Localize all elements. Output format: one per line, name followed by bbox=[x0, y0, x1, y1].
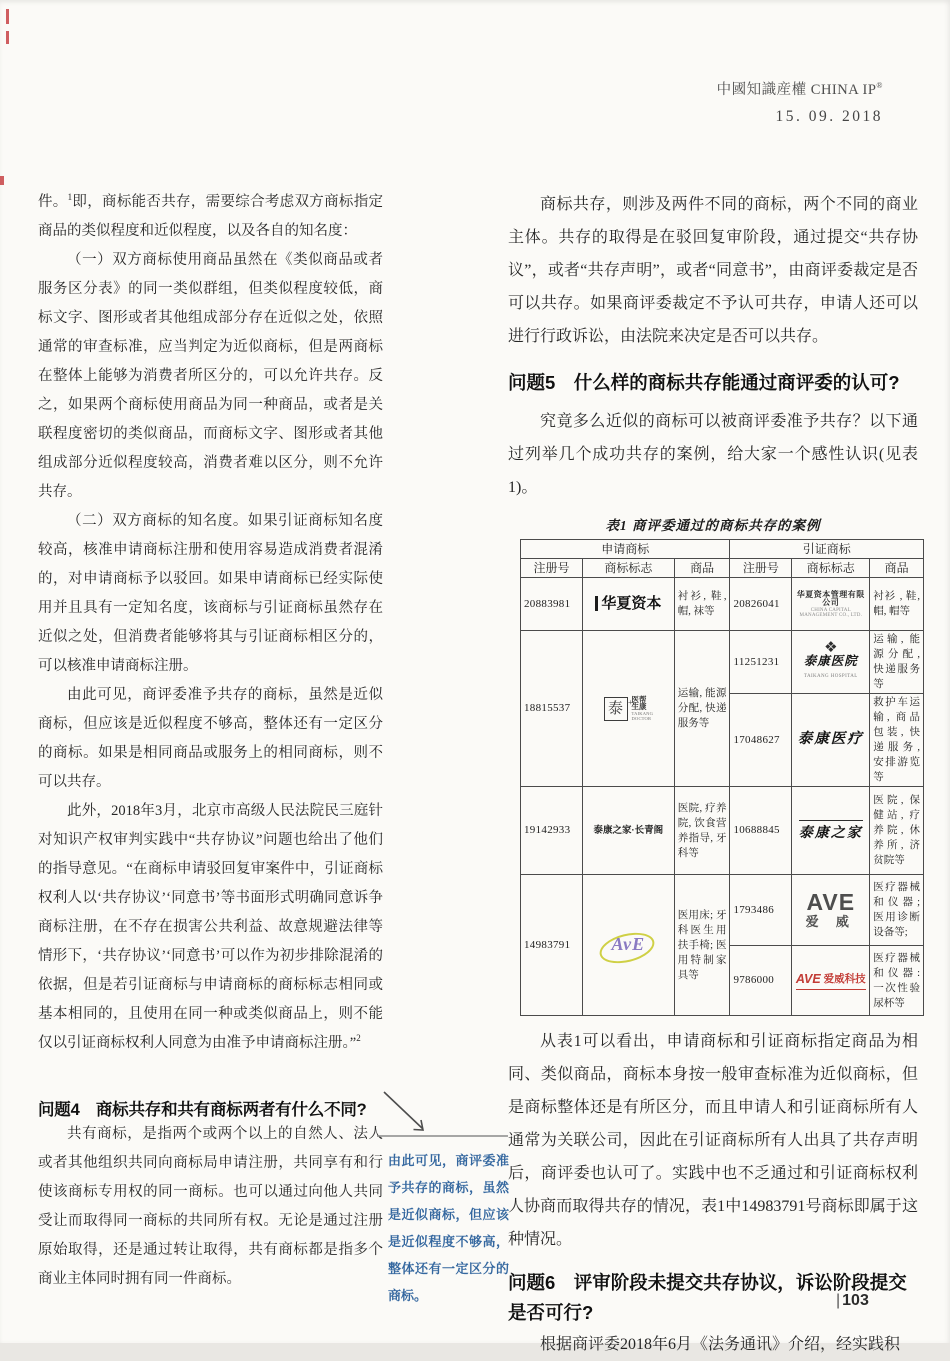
seal-char: 泰 bbox=[608, 700, 624, 717]
magazine-title bbox=[717, 78, 883, 99]
goods-cell: 医院, 保健站, 疗养院, 休养所, 济贫院等 bbox=[870, 787, 924, 875]
reg-no-cell: 17048627 bbox=[730, 694, 792, 787]
logo-text: AvE bbox=[611, 934, 646, 954]
mark-cell bbox=[792, 875, 870, 946]
mark-cell bbox=[792, 787, 870, 875]
registered-mark: ® bbox=[876, 81, 883, 91]
page-number-bar: | bbox=[836, 1292, 841, 1309]
paragraph-text: 此外，2018年3月，北京市高级人民法院民三庭针对知识产权审判实践中“共存协议”问题也给出了他们的指导意见。“在商标申请驳回复审案件中，引证商标权利人以‘共存协议’‘同意书’等书面形式明确同意诉争商标注册，在不存在损害公共利益、故意规避法律等情形下，‘共存协议’‘同意书’可以作为初步排除混淆的依据，但是若引证商标与申请商标的商标标志相同或基本相同的，且使用在同一种或类似商品上，则不能仅以引证商标权利人同意为由准予申请商标注册。” bbox=[38, 803, 383, 1051]
reg-no-cell: 10688845 bbox=[730, 787, 792, 875]
table-row bbox=[521, 631, 924, 694]
header-applied-mark: 申请商标 bbox=[521, 540, 730, 559]
header-goods: 商品 bbox=[674, 559, 730, 578]
ave-tech-logo bbox=[796, 972, 866, 990]
logo-text: AVE bbox=[795, 971, 821, 986]
paragraph bbox=[38, 188, 383, 246]
reg-no-cell: 1793486 bbox=[730, 875, 792, 946]
reg-no-cell: 18815537 bbox=[521, 631, 583, 787]
article-column-right bbox=[508, 188, 918, 1361]
header-reg-no: 注册号 bbox=[521, 559, 583, 578]
table-column-header-row bbox=[521, 559, 924, 578]
question6-heading: 问题6 评审阶段未提交共存协议，诉讼阶段提交是否可行? bbox=[508, 1272, 907, 1323]
logo-line: TAIKANG bbox=[631, 710, 654, 716]
table-row bbox=[521, 578, 924, 631]
logo-en-text: CHINA CAPITAL MANAGEMENT CO., LTD. bbox=[799, 607, 863, 618]
reg-no-cell: 20883981 bbox=[521, 578, 583, 631]
paragraph: 商标共存，则涉及两件不同的商标，两个不同的商业主体。共存的取得是在驳回复审阶段，通过提交“共存协议”，或者“共存声明”，或者“同意书”，由商评委裁定是否可以共存。如果商评委裁定不予认可共存，申请人还可以进行行政诉讼，由法院来决定是否可以共存。 bbox=[508, 196, 918, 345]
trademark-coexistence-table bbox=[520, 539, 924, 1016]
paragraph-text: 即，商标能否共存，需要综合考虑双方商标指定商品的类似程度和近似程度，以及各自的知名度： bbox=[38, 194, 383, 239]
mark-cell bbox=[792, 631, 870, 694]
taikang-hospital-logo bbox=[795, 640, 866, 684]
logo-text: AVE bbox=[806, 889, 856, 915]
diamond-icon: ❖ bbox=[824, 638, 838, 656]
goods-cell: 衬衫, 鞋, 帽, 袜等 bbox=[674, 578, 730, 631]
taikang-doctor-logo bbox=[586, 696, 671, 722]
taikang-home-changqing-logo: 泰康之家·长青阁 bbox=[593, 825, 664, 836]
paragraph bbox=[38, 797, 383, 1058]
huaxia-capital-logo: 华夏资本 bbox=[595, 596, 661, 611]
goods-cell: 医用床; 牙科医生用扶手椅; 医用特制家具等 bbox=[674, 875, 730, 1016]
header-goods: 商品 bbox=[870, 559, 924, 578]
taikang-medical-logo: 泰康医疗 bbox=[797, 731, 864, 747]
reg-no-cell: 14983791 bbox=[521, 875, 583, 1016]
paragraph: （二）双方商标的知名度。如果引证商标知名度较高，核准申请商标注册和使用容易造成消费者混淆的，对申请商标予以驳回。如果申请商标已经实际使用并且具有一定知名度，该商标与引证商标虽然存在近似之处，但消费者能够将其与引证商标相区分的，可以核准申请商标注册。 bbox=[38, 513, 383, 674]
logo-text-block bbox=[632, 696, 654, 722]
plus-mark: + bbox=[628, 697, 633, 707]
paragraph: 究竟多么近似的商标可以被商评委准予共存？以下通过列举几个成功共存的案例，给大家一个感性认识(见表1)。 bbox=[508, 413, 918, 496]
header-mark: 商标标志 bbox=[582, 559, 674, 578]
table-group-header-row bbox=[521, 540, 924, 559]
logo-cn-text: 爱 威 bbox=[805, 914, 856, 929]
scan-mark bbox=[0, 176, 4, 185]
goods-cell: 运输, 能源分配, 快递服务等 bbox=[870, 631, 924, 694]
logo-line: DOCTOR bbox=[631, 716, 652, 721]
paragraph: 由此可见，商评委准予共存的商标，虽然是近似商标，但应该是近似程度不够高，整体还有一定区分的商标。如果是相同商品或服务上的相同商标，则不可以共存。 bbox=[38, 687, 383, 790]
paragraph-text: 件。 bbox=[38, 194, 68, 210]
masthead bbox=[717, 78, 883, 126]
paragraph: 从表1可以看出，申请商标和引证商标指定商品为相同、类似商品，商标本身按一般审查标准为近似商标，但是商标整体还是有所区分，而且申请人和引证商标所有人通常为关联公司，因此在引证商标所有人出具了共存声明后，商评委也认可了。实践中也不乏通过和引证商标权利人协商而取得共存的情况，表1中14983791号商标即属于这种情况。 bbox=[508, 1033, 918, 1248]
reg-no-cell: 9786000 bbox=[730, 946, 792, 1016]
table-row bbox=[521, 875, 924, 946]
logo-line: 医帮 bbox=[631, 694, 647, 704]
huaxia-capital-co-logo bbox=[795, 591, 866, 618]
goods-cell: 医疗器械和仪器; 医用诊断设备等; bbox=[870, 875, 924, 946]
callout-pullquote bbox=[388, 1090, 509, 1309]
paragraph: 共有商标，是指两个或两个以上的自然人、法人或者其他组织共同向商标局申请注册，共同享有和行使该商标专用权的同一商标。也可以通过向他人共同受让而取得同一商标的共同所有权。无论是通过注册原始取得，还是通过转让取得，共有商标都是指多个商业主体同时拥有同一件商标。 bbox=[38, 1126, 383, 1287]
mark-cell bbox=[792, 694, 870, 787]
paragraph: （一）双方商标使用商品虽然在《类似商品或者服务区分表》的同一类似群组，但类似程度较低，商标文字、图形或者其他组成部分存在近似之处，依照通常的审查标准，应当判定为近似商标，但是两商标在整体上能够为消费者所区分的，可以允许共存。反之，如果两个商标使用商品为同一种商品，或者是关联程度密切的类似商品，而商标文字、图形或者其他组成部分近似程度较高，消费者难以区分，则不允许共存。 bbox=[38, 252, 383, 500]
issue-date: 15. 09. 2018 bbox=[775, 108, 883, 125]
reg-no-cell: 20826041 bbox=[730, 578, 792, 631]
header-reg-no: 注册号 bbox=[730, 559, 792, 578]
logo-cn-text: 爱威科技 bbox=[823, 973, 866, 985]
diagonal-arrow-icon bbox=[377, 1090, 509, 1138]
question4-heading: 问题4 商标共存和共有商标两者有什么不同? bbox=[38, 1101, 367, 1119]
goods-cell: 救护车运输, 商品包装, 快递服务, 安排游览等 bbox=[870, 694, 924, 787]
taikang-seal-icon bbox=[604, 697, 633, 721]
table1-caption: 表1 商评委通过的商标共存的案例 bbox=[605, 518, 821, 533]
mark-cell bbox=[582, 787, 674, 875]
header-cited-mark: 引证商标 bbox=[730, 540, 924, 559]
scan-mark bbox=[6, 31, 9, 44]
logo-cn-text: 华夏资本管理有限公司 bbox=[796, 589, 865, 607]
article-column-left bbox=[38, 188, 383, 1294]
reg-no-cell: 11251231 bbox=[730, 631, 792, 694]
mark-cell bbox=[582, 578, 674, 631]
goods-cell: 运输, 能源分配, 快递服务等 bbox=[674, 631, 730, 787]
mark-cell bbox=[582, 631, 674, 787]
ave-aiwei-logo bbox=[795, 891, 866, 929]
reg-no-cell: 19142933 bbox=[521, 787, 583, 875]
scan-mark bbox=[6, 9, 9, 24]
paragraph: 根据商评委2018年6月《法务通讯》介绍，经实践积 bbox=[540, 1336, 901, 1353]
page-number-value: 103 bbox=[842, 1292, 869, 1309]
page-number bbox=[836, 1292, 869, 1310]
footnote-ref-2: 2 bbox=[356, 1033, 361, 1044]
goods-cell: 医院, 疗养院, 饮食营养指导, 牙科等 bbox=[674, 787, 730, 875]
mark-cell bbox=[792, 578, 870, 631]
goods-cell: 医疗器械和仪器: 一次性验尿杯等 bbox=[870, 946, 924, 1016]
logo-en-text: TAIKANG HOSPITAL bbox=[803, 674, 858, 679]
taikang-home-logo: 泰康之家 bbox=[799, 820, 863, 841]
mark-cell bbox=[582, 875, 674, 1016]
logo-line: 生康 bbox=[631, 702, 647, 711]
header-mark: 商标标志 bbox=[792, 559, 870, 578]
mark-cell bbox=[792, 946, 870, 1016]
pullquote-text: 由此可见，商评委准予共存的商标，虽然是近似商标，但应该是近似程度不够高，整体还有一定区分的商标。 bbox=[388, 1153, 509, 1303]
footnote-ref-1: 1 bbox=[67, 192, 73, 203]
magazine-title-text: 中國知識産權 CHINA IP bbox=[716, 82, 877, 98]
table-row bbox=[521, 787, 924, 875]
goods-cell: 衬衫 , 鞋, 帽, 帽等 bbox=[870, 578, 924, 631]
ave-script-logo bbox=[599, 930, 657, 960]
logo-cn-text: 泰康医院 bbox=[803, 654, 858, 668]
question5-heading: 问题5 什么样的商标共存能通过商评委的认可? bbox=[508, 372, 900, 393]
